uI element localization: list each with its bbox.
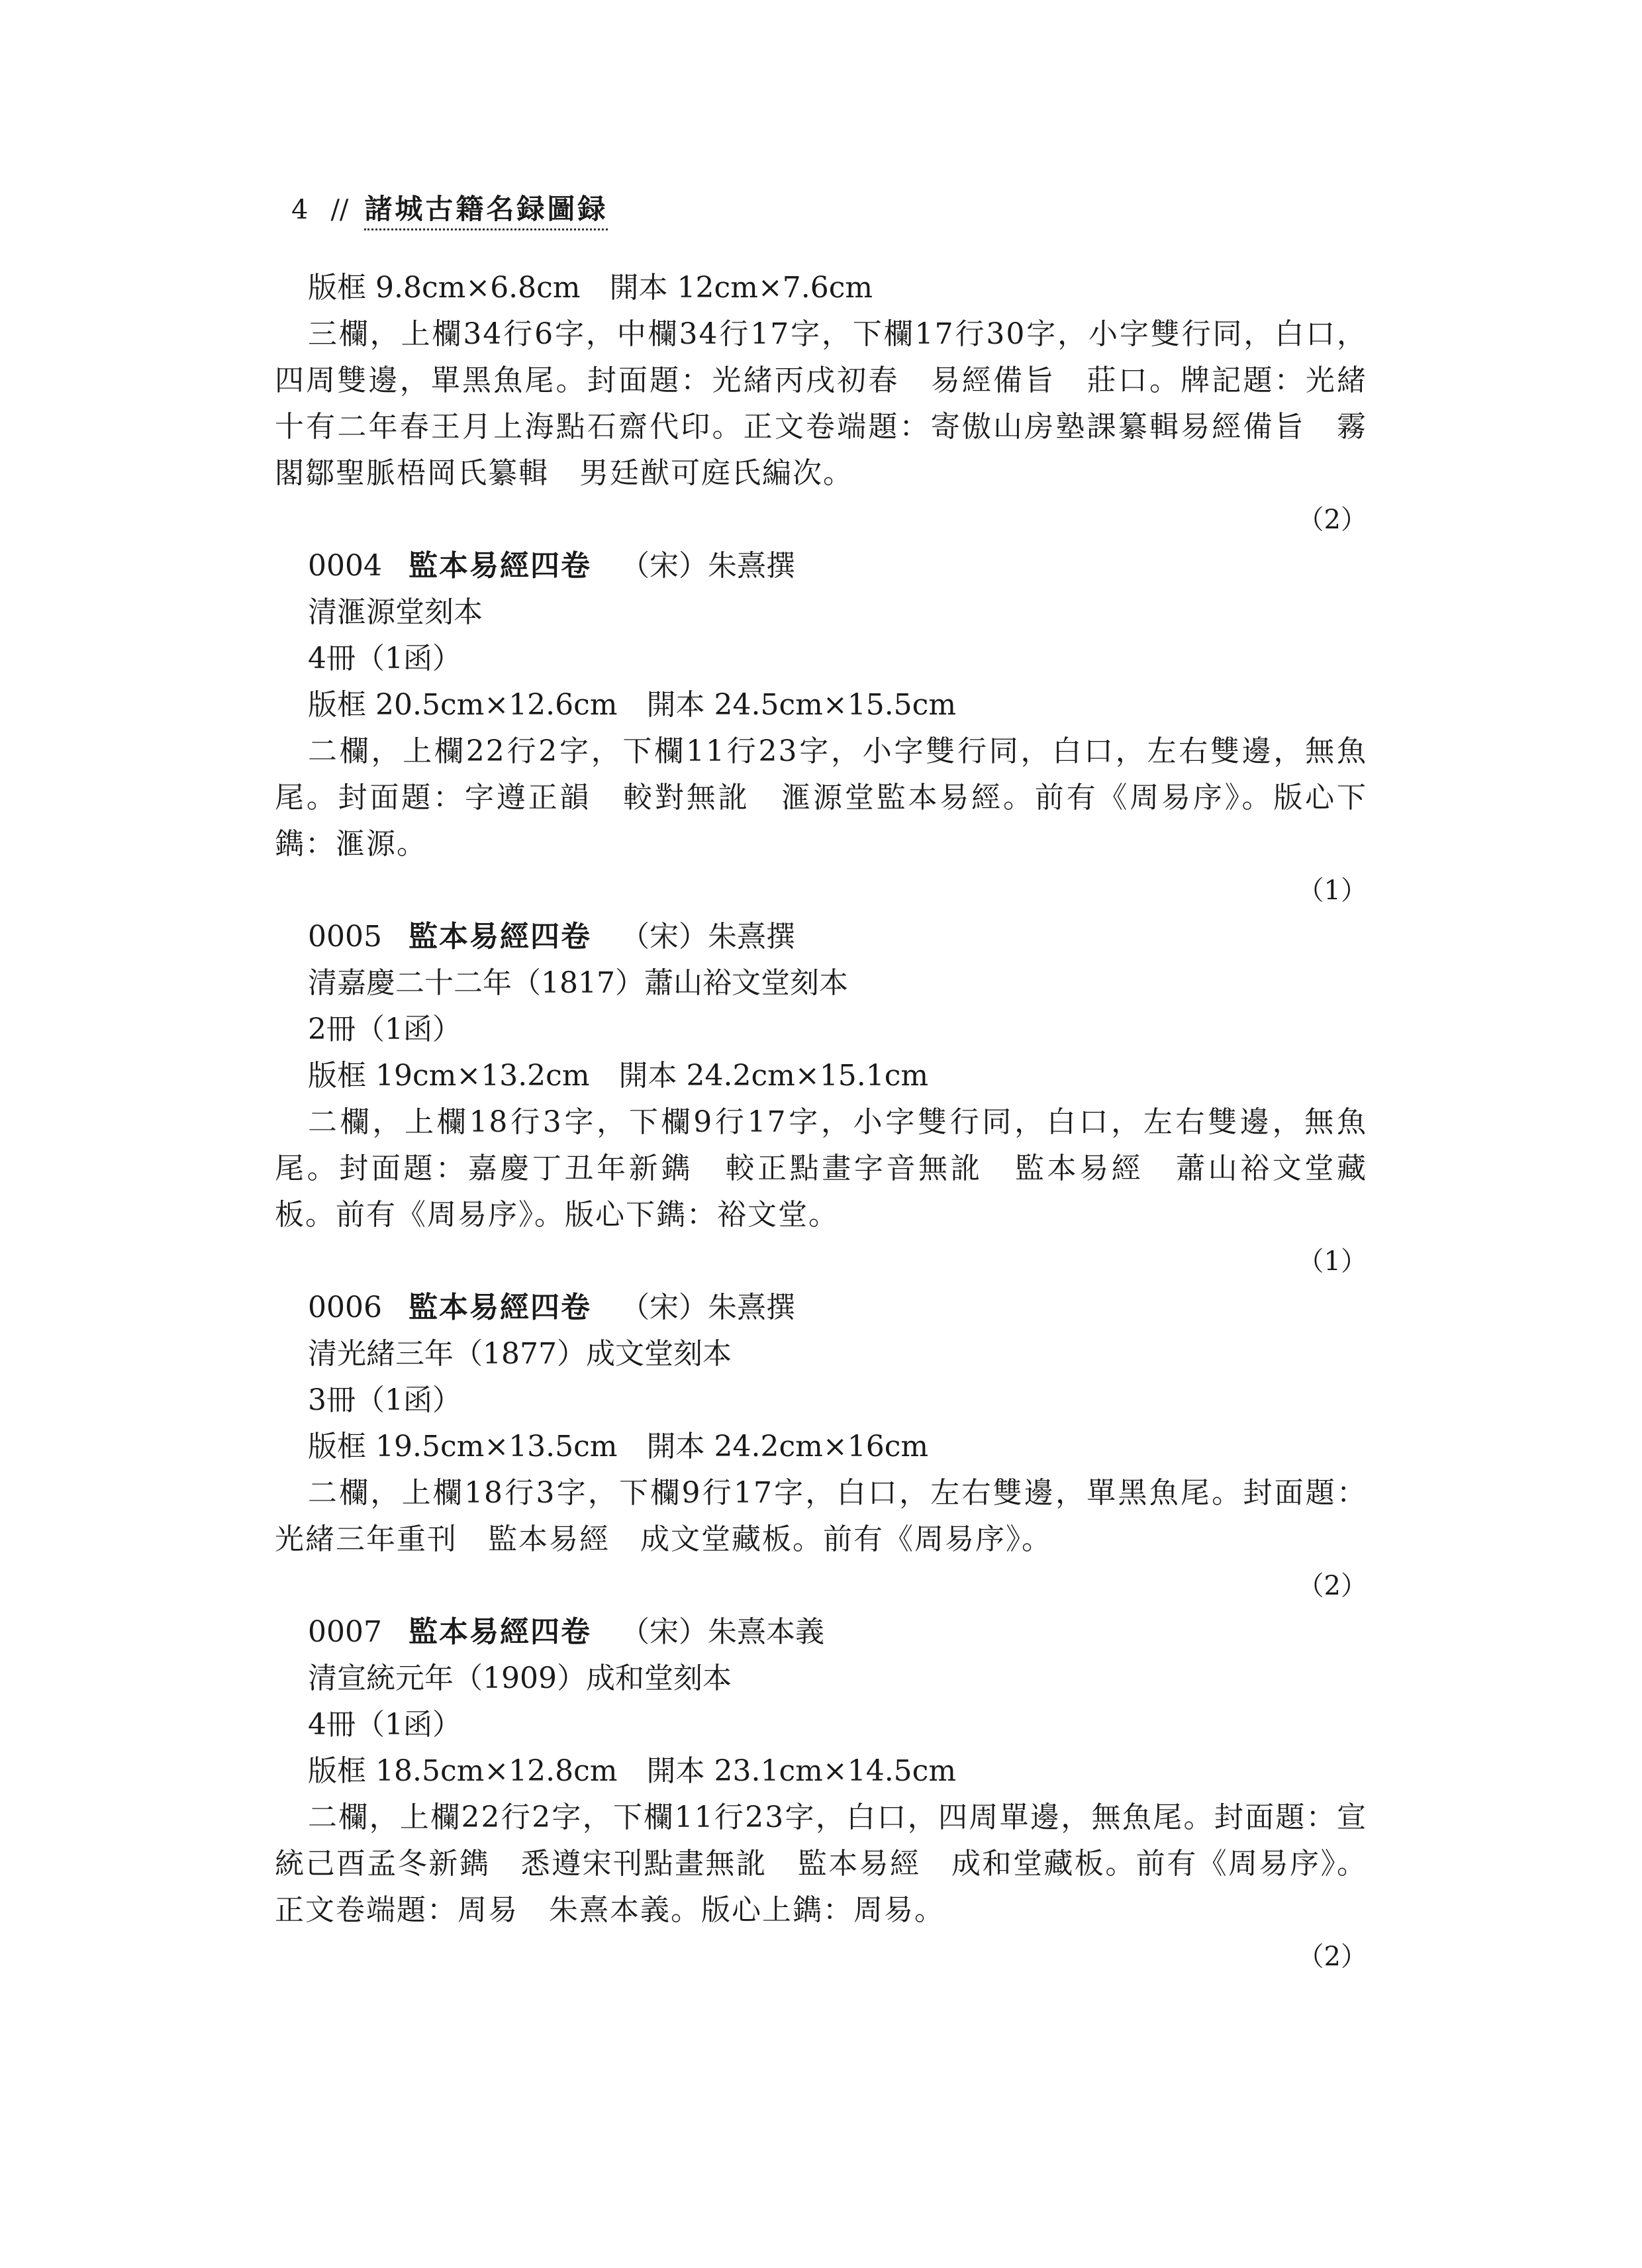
running-title: 諸城古籍名録圖録: [364, 195, 608, 230]
entry-copy-count: （1）: [1297, 1246, 1367, 1277]
entry-dimensions: 版框 20.5cm×12.6cm 開本 24.5cm×15.5cm: [308, 688, 957, 722]
entry-dimensions: 版框 9.8cm×6.8cm 開本 12cm×7.6cm: [308, 271, 873, 305]
entry-author: （宋）朱熹撰: [620, 920, 795, 954]
entry-description: 二欄，上欄22行2字，下欄11行23字，白口，四周單邊，無魚尾。封面題：宣統己酉孟冬新鐫 悉遵宋刊點畫無訛 監本易經 成和堂藏板。前有《周易序》。正文卷端題：周易 朱熹本義。版心上鐫：周易。: [275, 1800, 1367, 1927]
entry-title: 監本易經四卷: [408, 1615, 591, 1649]
entry-title: 監本易經四卷: [408, 549, 591, 583]
entry-dimensions: 版框 18.5cm×12.8cm 開本 23.1cm×14.5cm: [308, 1754, 957, 1788]
entry-volumes: 3冊（1函）: [308, 1383, 461, 1417]
entry-copy-count: （2）: [1297, 1571, 1367, 1601]
catalog-entry-0007: [275, 1609, 1367, 1980]
entry-heading: [275, 543, 1367, 589]
entry-title: 監本易經四卷: [408, 1291, 591, 1324]
entry-author: （宋）朱熹本義: [620, 1615, 824, 1649]
entry-copy-count: （1）: [1297, 875, 1367, 906]
entry-volumes: 4冊（1函）: [308, 1708, 461, 1742]
entry-heading: [275, 1285, 1367, 1331]
catalog-content: [275, 265, 1367, 1980]
entry-heading: [275, 1609, 1367, 1655]
entry-author: （宋）朱熹撰: [620, 549, 795, 583]
entry-title: 監本易經四卷: [408, 920, 591, 954]
entry-id: 0006: [308, 1291, 382, 1324]
entry-copy-count: （2）: [1297, 1942, 1367, 1972]
entry-id: 0004: [308, 549, 382, 583]
entry-description: 二欄，上欄18行3字，下欄9行17字，白口，左右雙邊，單黑魚尾。封面題：光緒三年重刊 監本易經 成文堂藏板。前有《周易序》。: [275, 1476, 1367, 1556]
entry-author: （宋）朱熹撰: [620, 1291, 795, 1324]
page-header: [291, 195, 608, 230]
entry-dimensions: 版框 19cm×13.2cm 開本 24.2cm×15.1cm: [308, 1059, 929, 1093]
entry-edition: 清嘉慶二十二年（1817）蕭山裕文堂刻本: [308, 966, 848, 1000]
entry-continued: [275, 265, 1367, 543]
entry-edition: 清滙源堂刻本: [308, 595, 483, 629]
entry-description: 二欄，上欄22行2字，下欄11行23字，小字雙行同，白口，左右雙邊，無魚尾。封面題：字遵正韻 較對無訛 滙源堂監本易經。前有《周易序》。版心下鐫：滙源。: [275, 734, 1367, 861]
page-number: 4: [291, 195, 309, 225]
entry-heading: [275, 914, 1367, 960]
catalog-entry-0004: [275, 543, 1367, 914]
entry-description: 三欄，上欄34行6字，中欄34行17字，下欄17行30字，小字雙行同，白口，四周雙邊，單黑魚尾。封面題：光緒丙戌初春 易經備旨 莊口。牌記題：光緒十有二年春王月上海點石齋代印。正文卷端題：寄傲山房塾課纂輯易經備旨 霧閣鄒聖脈梧岡氏纂輯 男廷猷可庭氏編次。: [275, 317, 1367, 490]
entry-edition: 清宣統元年（1909）成和堂刻本: [308, 1661, 732, 1695]
entry-volumes: 2冊（1函）: [308, 1012, 461, 1046]
catalog-entry-0006: [275, 1285, 1367, 1609]
entry-edition: 清光緒三年（1877）成文堂刻本: [308, 1337, 732, 1371]
header-separator: //: [330, 195, 349, 225]
entry-id: 0007: [308, 1615, 382, 1649]
entry-id: 0005: [308, 920, 382, 954]
entry-description: 二欄，上欄18行3字，下欄9行17字，小字雙行同，白口，左右雙邊，無魚尾。封面題：嘉慶丁丑年新鐫 較正點畫字音無訛 監本易經 蕭山裕文堂藏板。前有《周易序》。版心下鐫：裕文堂。: [275, 1105, 1367, 1232]
catalog-entry-0005: [275, 914, 1367, 1285]
entry-volumes: 4冊（1函）: [308, 642, 461, 675]
entry-copy-count: （2）: [1297, 505, 1367, 535]
entry-dimensions: 版框 19.5cm×13.5cm 開本 24.2cm×16cm: [308, 1430, 929, 1463]
